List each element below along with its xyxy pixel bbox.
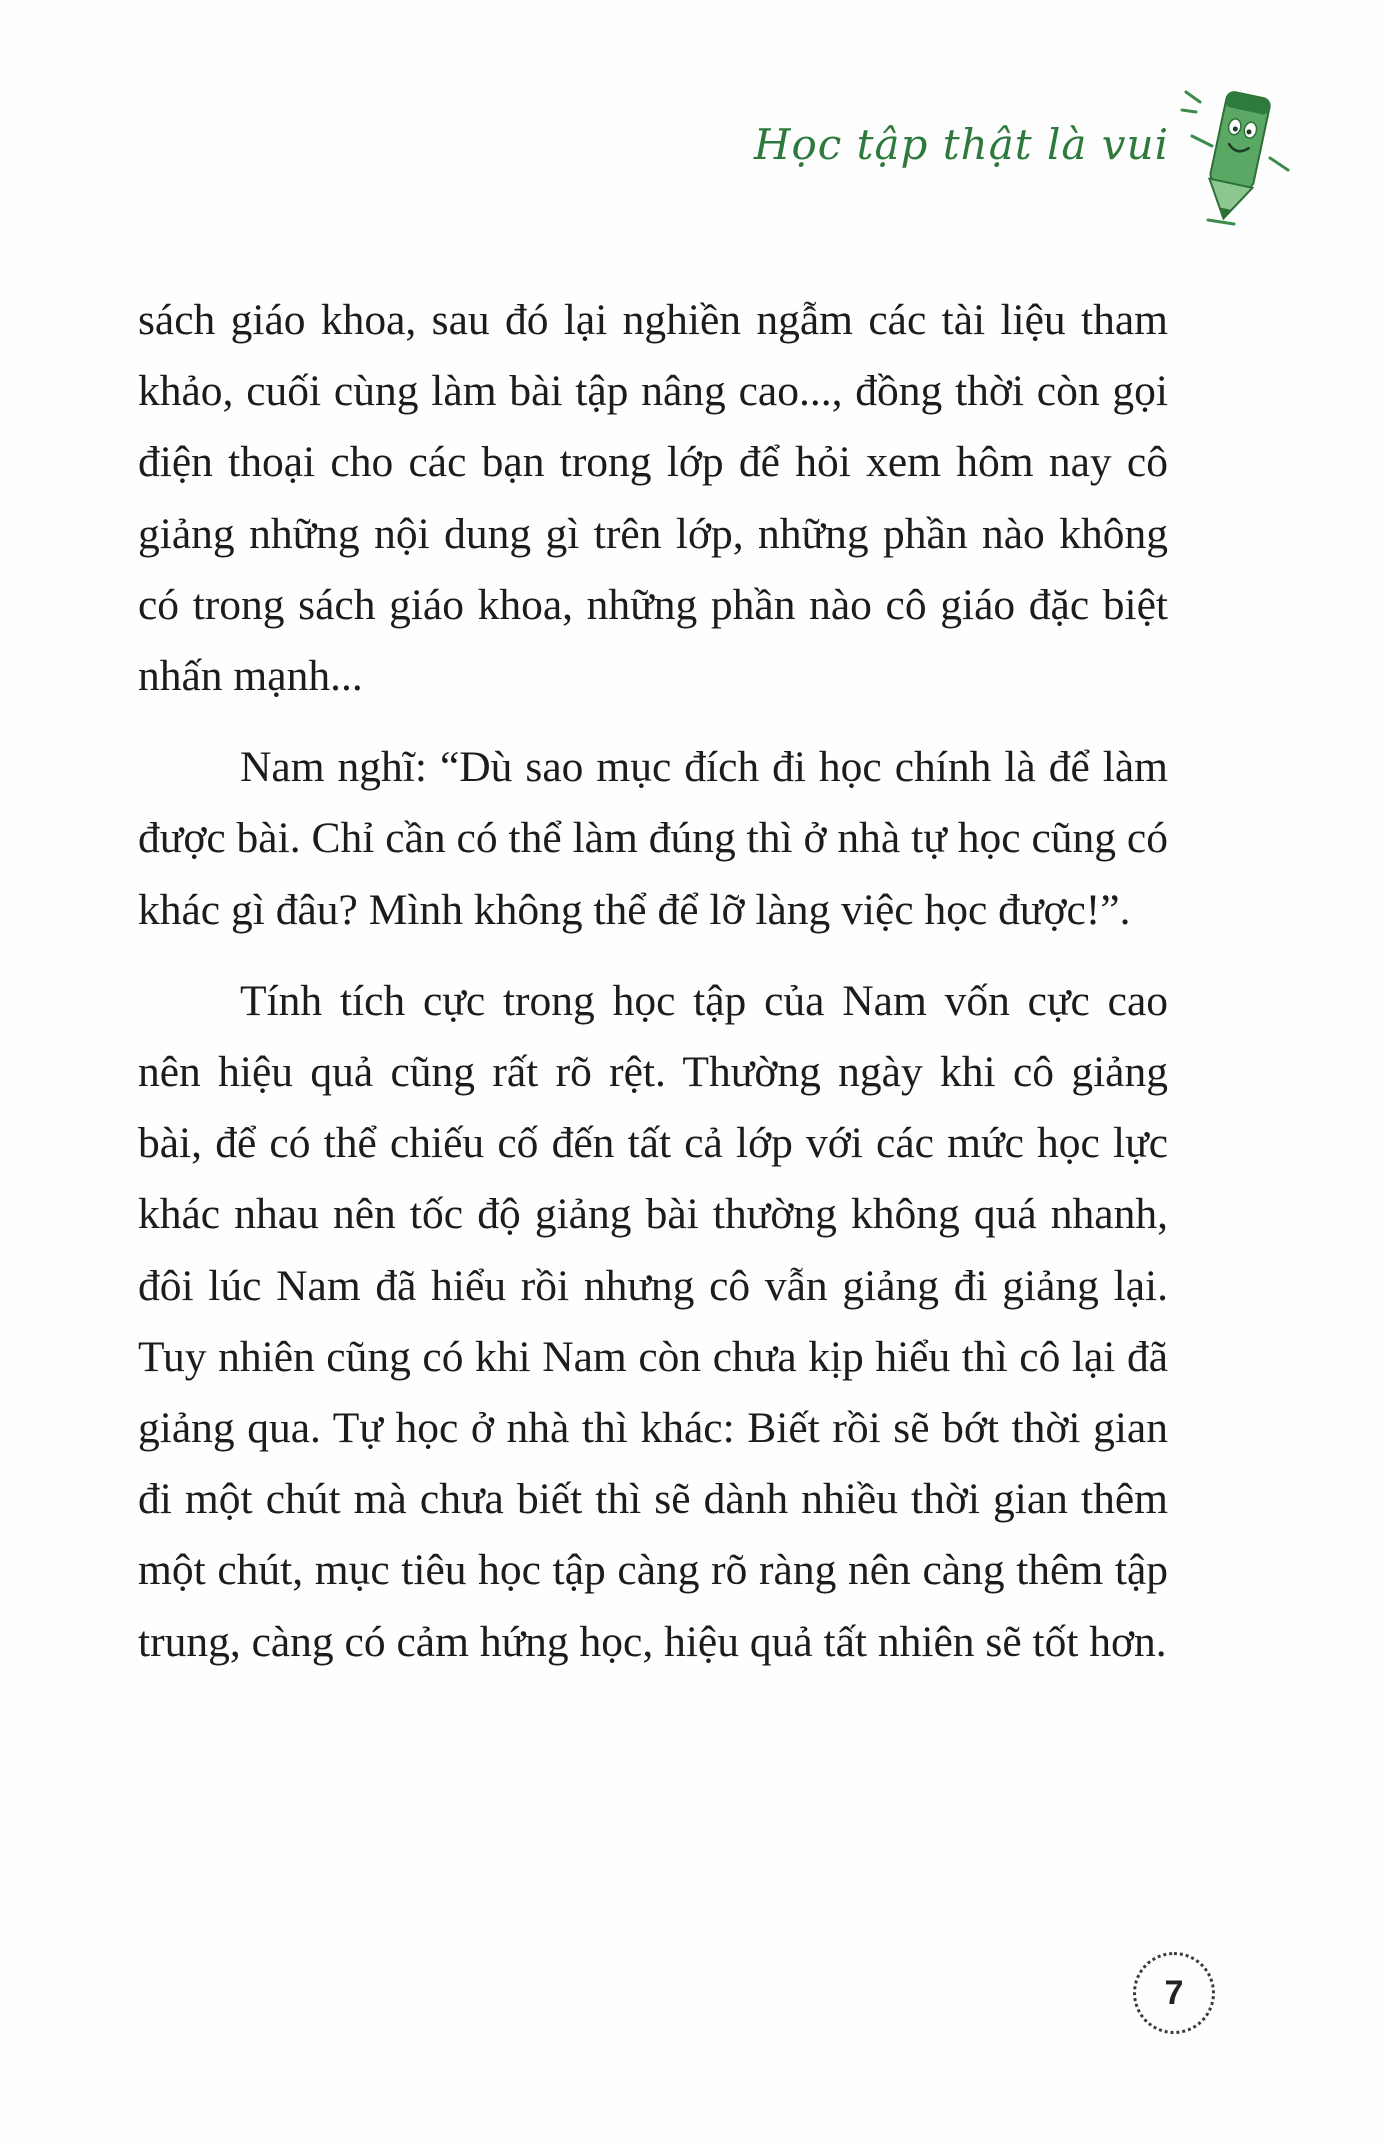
paragraph: Nam nghĩ: “Dù sao mục đích đi học chính là để làm được bài. Chỉ cần có thể làm đúng thì ở nhà tự học cũng có khác gì đâu? Mình không thể để lỡ làng việc học được!”. bbox=[138, 743, 1168, 934]
paragraph: Tính tích cực trong học tập của Nam vốn cực cao nên hiệu quả cũng rất rõ rệt. Thường ngày khi cô giảng bài, để có thể chiếu cố đến tất cả lớp với các mức học lực khác nhau nên tốc độ giảng bài thường không quá nhanh, đôi lúc Nam đã hiểu rồi nhưng cô vẫn giảng đi giảng lại. Tuy nhiên cũng có khi Nam còn chưa kịp hiểu thì cô lại đã giảng qua. Tự học ở nhà thì khác: Biết rồi sẽ bớt thời gian đi một chút mà chưa biết thì sẽ dành nhiều thời gian thêm một chút, mục tiêu học tập càng rõ ràng nên càng thêm tập trung, càng có cảm hứng học, hiệu quả tất nhiên sẽ tốt hơn. bbox=[138, 976, 1168, 1666]
paragraph: sách giáo khoa, sau đó lại nghiền ngẫm các tài liệu tham khảo, cuối cùng làm bài tập nâng cao..., đồng thời còn gọi điện thoại cho các bạn trong lớp để hỏi xem hôm nay cô giảng những nội dung gì trên lớp, những phần nào không có trong sách giáo khoa, những phần nào cô giáo đặc biệt nhấn mạnh... bbox=[138, 296, 1168, 701]
running-header-title: Học tập thật là vui bbox=[753, 120, 1169, 169]
body-text bbox=[138, 285, 1168, 1678]
pencil-mascot-icon bbox=[1178, 80, 1298, 230]
page-number: 7 bbox=[1133, 1952, 1215, 2034]
